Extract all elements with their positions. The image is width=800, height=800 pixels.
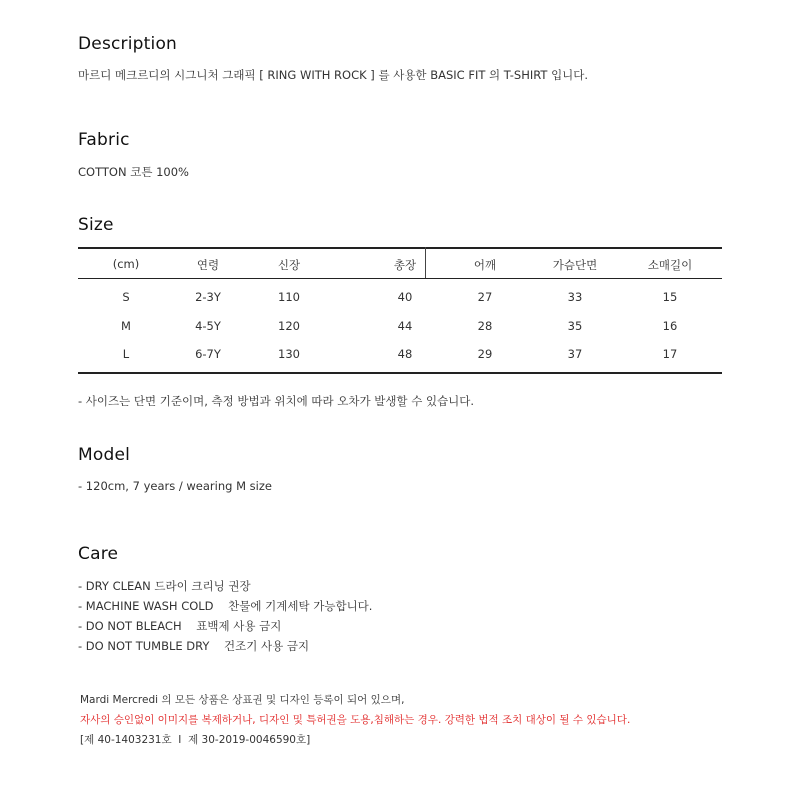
table-header-cell: 소매길이	[647, 258, 693, 272]
fabric-heading: Fabric	[78, 130, 130, 150]
table-cell: L	[122, 347, 130, 361]
care-heading: Care	[78, 544, 119, 564]
table-cell: 2-3Y	[195, 290, 221, 304]
legal-warning-line: 자사의 승인없이 이미지를 복제하거나, 디자인 및 특허권을 도용,침해하는 경우. 강력한 법적 조치 대상이 될 수 있습니다.	[80, 714, 631, 726]
table-cell: 35	[567, 319, 583, 333]
table-header-cell: (cm)	[112, 257, 140, 271]
table-header-cell: 가슴단면	[552, 258, 598, 272]
table-cell: 16	[662, 319, 678, 333]
size-note: - 사이즈는 단면 기준이며, 측정 방법과 위치에 따라 오차가 발생할 수 있습니다.	[78, 394, 475, 408]
table-cell: 48	[397, 347, 413, 361]
care-item: - DRY CLEAN 드라이 크리닝 권장	[78, 579, 251, 593]
table-cell: 29	[477, 347, 493, 361]
table-header-cell: 어깨	[473, 258, 497, 272]
care-item: - DO NOT TUMBLE DRY 건조기 사용 금지	[78, 639, 310, 653]
table-bottom-rule	[78, 372, 722, 374]
table-cell: 130	[278, 347, 300, 361]
table-cell: M	[121, 319, 131, 333]
table-header-cell: 연령	[196, 258, 220, 272]
table-header-cell: 총장	[393, 258, 417, 272]
table-cell: 37	[567, 347, 583, 361]
table-cell: 120	[278, 319, 300, 333]
table-top-rule	[78, 247, 722, 249]
table-cell: 40	[397, 290, 413, 304]
model-text: - 120cm, 7 years / wearing M size	[78, 479, 272, 493]
fabric-text: COTTON 코튼 100%	[78, 165, 189, 179]
table-cell: 6-7Y	[195, 347, 221, 361]
table-header-rule	[78, 278, 722, 279]
size-heading: Size	[78, 215, 114, 235]
legal-notice-line: Mardi Mercredi 의 모든 상품은 상표권 및 디자인 등록이 되어 있으며,	[80, 694, 405, 706]
table-cell: S	[122, 290, 130, 304]
description-text: 마르디 메크르디의 시그니처 그래픽 [ RING WITH ROCK ] 를 사용한 BASIC FIT 의 T-SHIRT 입니다.	[78, 68, 589, 82]
description-heading: Description	[78, 34, 178, 54]
table-cell: 44	[397, 319, 413, 333]
table-cell: 110	[278, 290, 300, 304]
table-cell: 15	[662, 290, 678, 304]
table-cell: 28	[477, 319, 493, 333]
care-item: - DO NOT BLEACH 표백제 사용 금지	[78, 619, 282, 633]
table-cell: 4-5Y	[195, 319, 221, 333]
registration-numbers: [제 40-1403231호 I 제 30-2019-0046590호]	[80, 734, 311, 746]
table-cell: 17	[662, 347, 678, 361]
care-item: - MACHINE WASH COLD 찬물에 기계세탁 가능합니다.	[78, 599, 373, 613]
table-cell: 27	[477, 290, 493, 304]
table-header-cell: 신장	[277, 258, 301, 272]
model-heading: Model	[78, 445, 131, 465]
table-cell: 33	[567, 290, 583, 304]
